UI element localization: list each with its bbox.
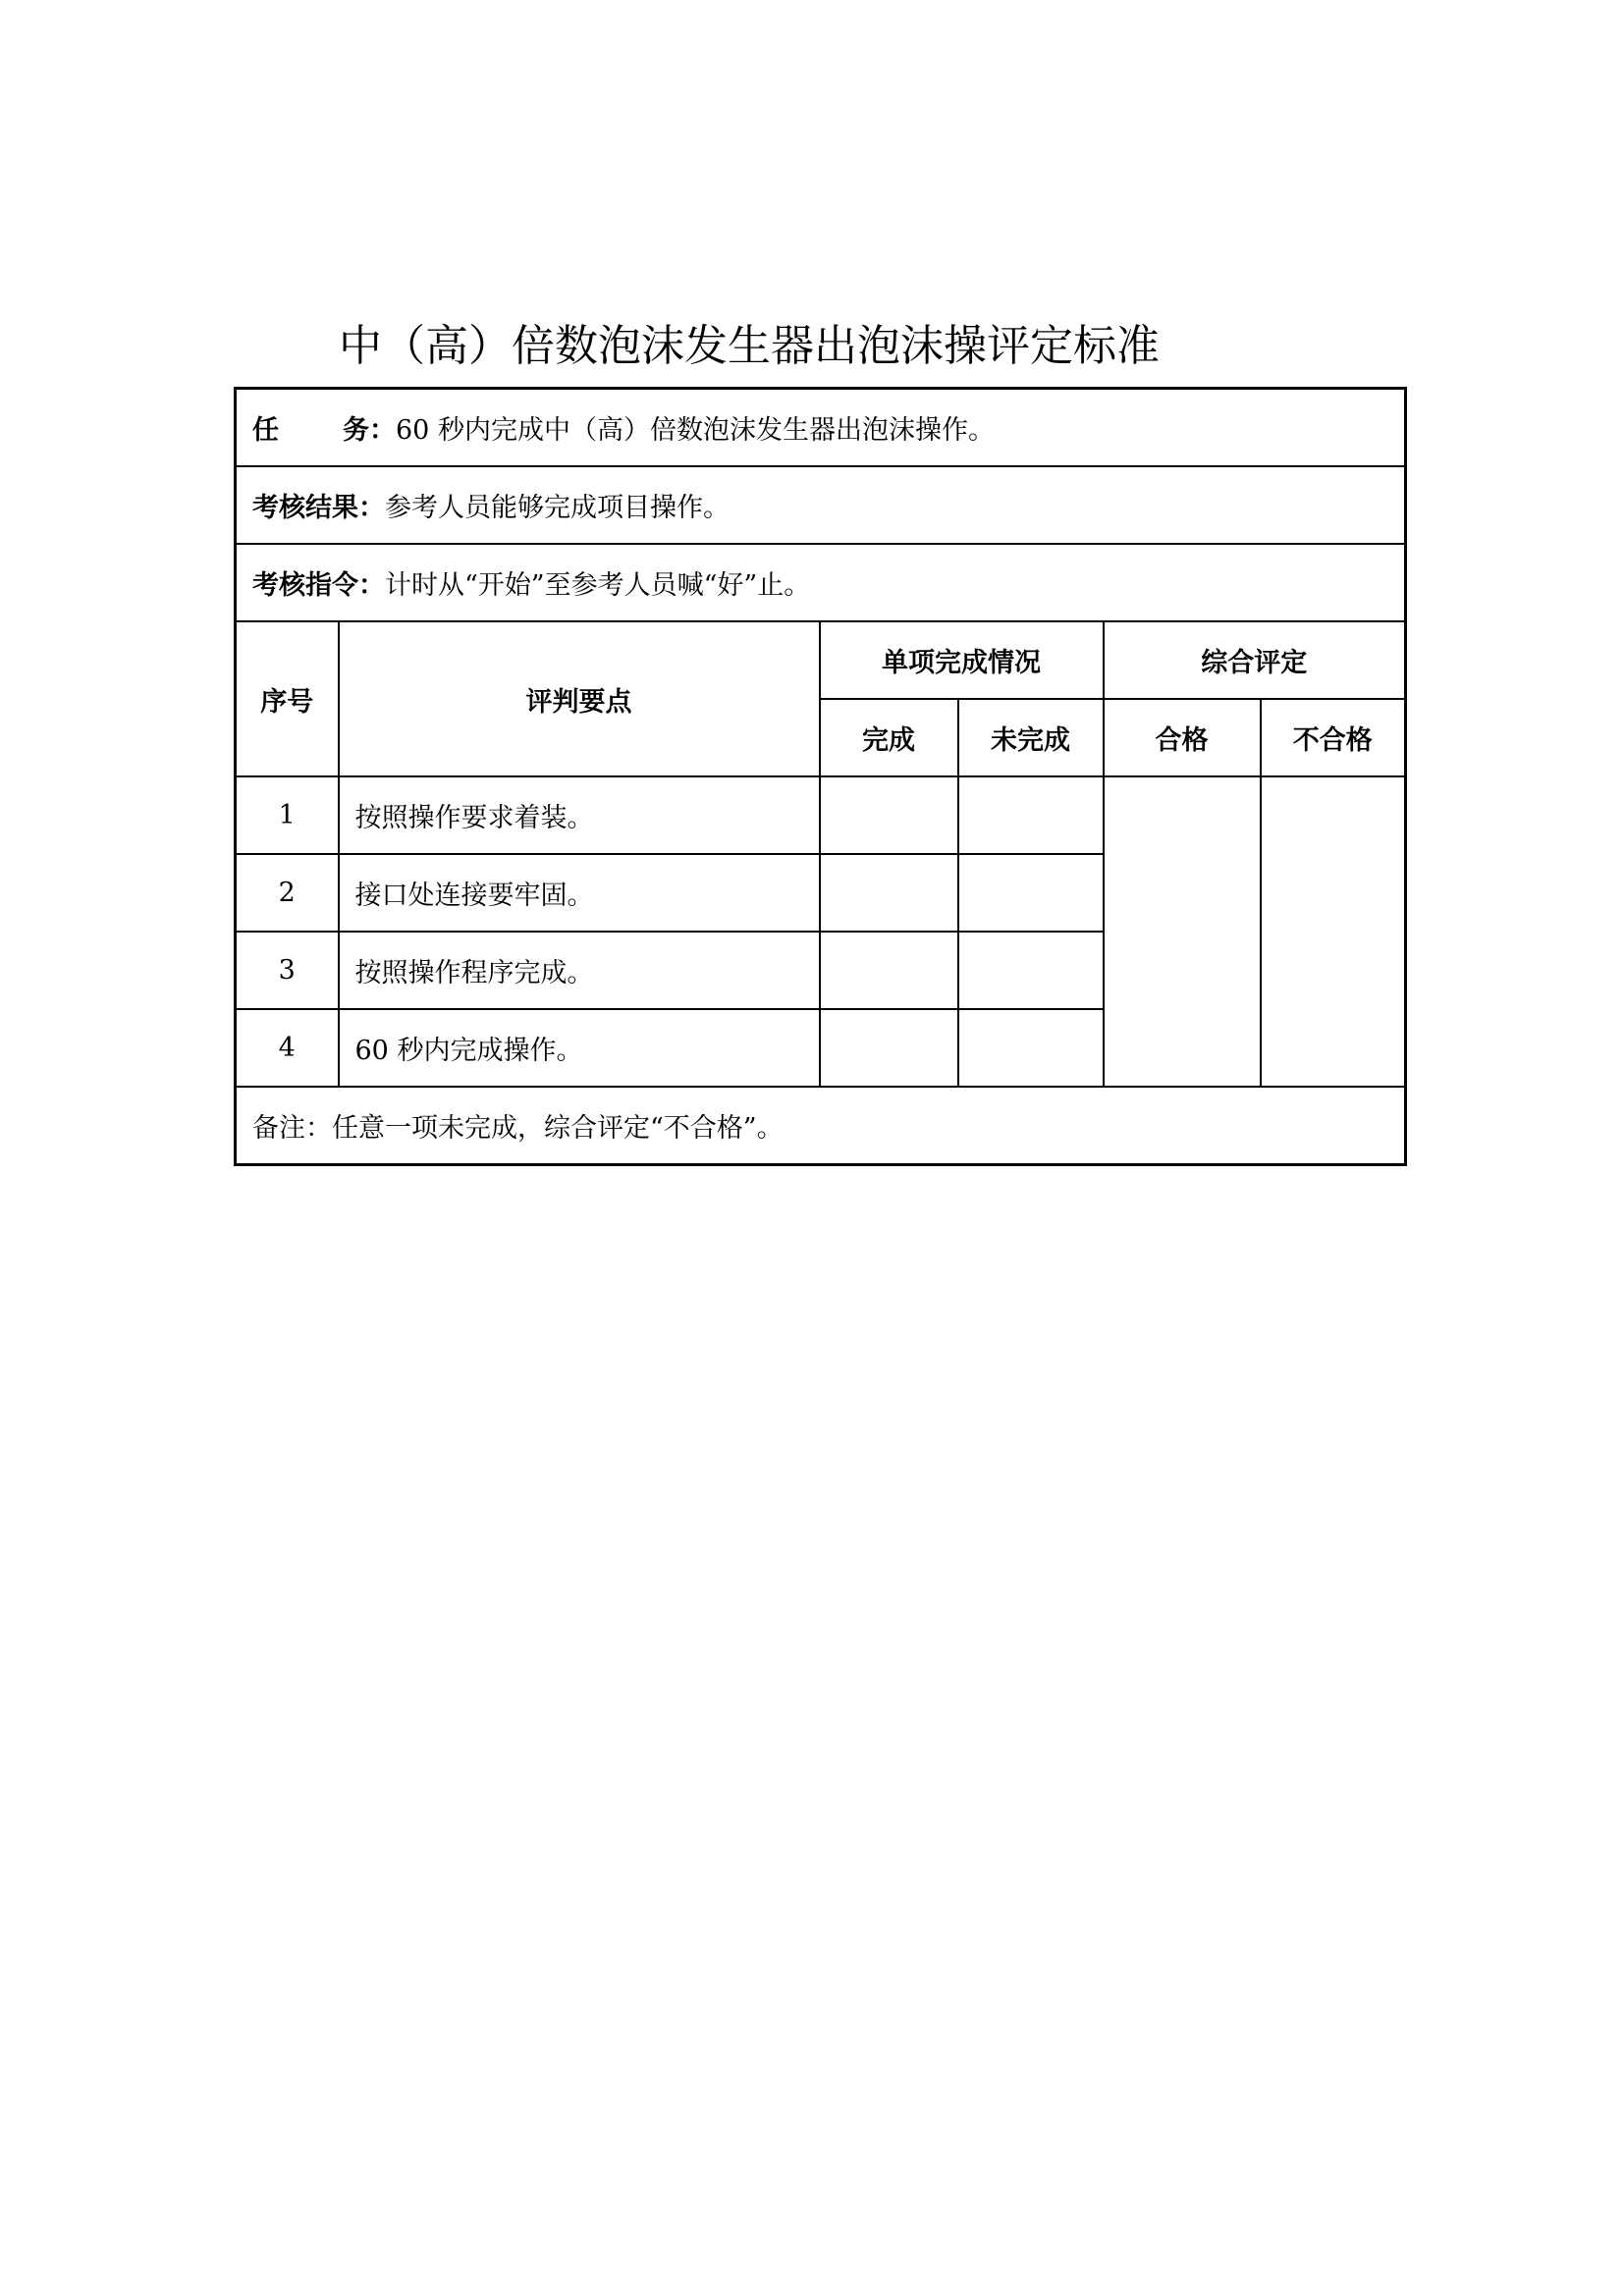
- row-done-cell: [820, 854, 958, 932]
- row-done-cell: [820, 776, 958, 854]
- row-point: 接口处连接要牢固。: [339, 854, 820, 932]
- task-value: 60 秒内完成中（高）倍数泡沫发生器出泡沫操作。: [396, 415, 995, 446]
- instruction-row: [236, 544, 1406, 621]
- header-fail: 不合格: [1261, 699, 1406, 776]
- task-row: [236, 389, 1406, 467]
- header-not-done: 未完成: [958, 699, 1104, 776]
- task-label-a: 任: [252, 415, 279, 446]
- row-seq: 2: [236, 854, 339, 932]
- table-row: [236, 776, 1406, 854]
- task-cell: [236, 389, 1406, 467]
- note-cell: 备注：任意一项未完成，综合评定“不合格”。: [236, 1087, 1406, 1165]
- fail-cell: [1261, 776, 1406, 1087]
- row-seq: 4: [236, 1009, 339, 1087]
- header-single: 单项完成情况: [820, 621, 1104, 699]
- header-point: 评判要点: [339, 621, 820, 776]
- header-done: 完成: [820, 699, 958, 776]
- row-point: 按照操作要求着装。: [339, 776, 820, 854]
- row-done-cell: [820, 1009, 958, 1087]
- page-title: 中（高）倍数泡沫发生器出泡沫操评定标准: [339, 321, 1160, 371]
- row-point: 按照操作程序完成。: [339, 932, 820, 1009]
- instruction-cell: [236, 544, 1406, 621]
- row-point: 60 秒内完成操作。: [339, 1009, 820, 1087]
- result-label: 考核结果：: [252, 493, 385, 523]
- instruction-value: 计时从“开始”至参考人员喊“好”止。: [385, 570, 811, 601]
- evaluation-table: [234, 387, 1407, 1166]
- result-row: [236, 466, 1406, 544]
- result-cell: [236, 466, 1406, 544]
- row-not-done-cell: [958, 776, 1104, 854]
- row-not-done-cell: [958, 932, 1104, 1009]
- instruction-label: 考核指令：: [252, 570, 385, 601]
- row-not-done-cell: [958, 1009, 1104, 1087]
- task-label-b: 务：: [343, 415, 396, 446]
- header-overall: 综合评定: [1104, 621, 1406, 699]
- header-seq: 序号: [236, 621, 339, 776]
- result-value: 参考人员能够完成项目操作。: [385, 493, 730, 523]
- header-row-1: [236, 621, 1406, 699]
- row-seq: 3: [236, 932, 339, 1009]
- row-seq: 1: [236, 776, 339, 854]
- header-pass: 合格: [1104, 699, 1261, 776]
- note-row: [236, 1087, 1406, 1165]
- pass-cell: [1104, 776, 1261, 1087]
- row-not-done-cell: [958, 854, 1104, 932]
- row-done-cell: [820, 932, 958, 1009]
